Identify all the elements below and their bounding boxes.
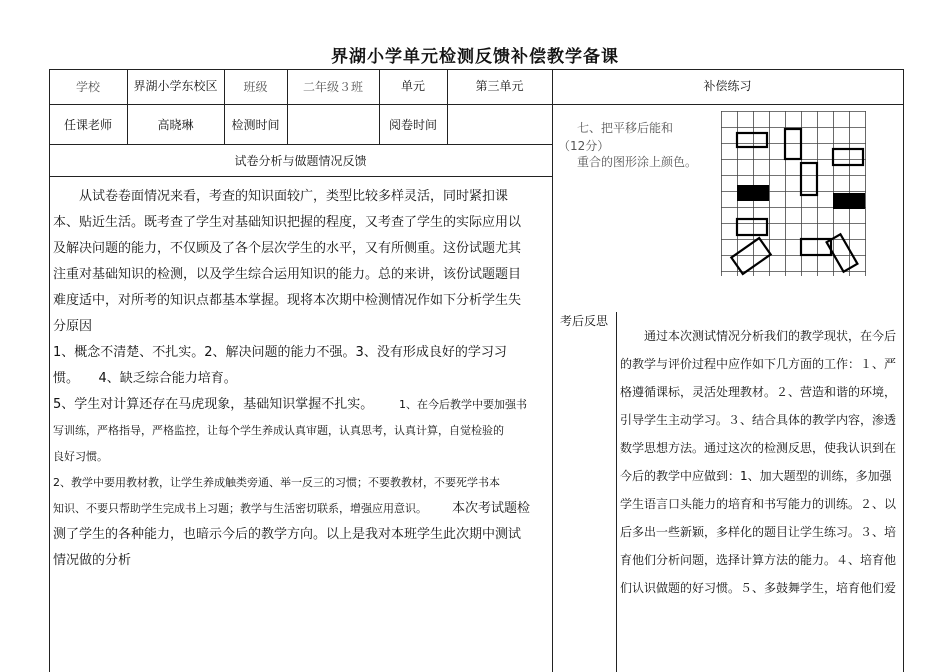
- teacher-value: 高晓琳: [157, 117, 194, 132]
- analysis-line: 惯。 4、缺乏综合能力培育。: [53, 371, 237, 386]
- analysis-line: 5、学生对计算还存在马虎现象，基础知识掌握不扎实。: [53, 397, 374, 412]
- reflection-line: 育他们分析问题，选择计算方法的能力。４、培育他: [620, 553, 897, 567]
- analysis-line: 本、贴近生活。既考查了学生对基础知识把握的程度，又考查了学生的实际应用以: [53, 215, 522, 230]
- reflection-line: 的教学与评价过程中应作如下几方面的工作：１、严: [620, 357, 897, 371]
- analysis-line: 难度适中，对所考的知识点都基本掌握。现将本次期中检测情况作如下分析学生失: [53, 293, 522, 308]
- unit-value: 第三单元: [475, 79, 524, 93]
- analysis-line: 及解决问题的能力，不仅顾及了各个层次学生的水平，又有所侧重。这份试题尤其: [53, 241, 522, 256]
- class-value: 二年级３班: [302, 80, 363, 94]
- reflection-line: 通过本次测试情况分析我们的教学现状，在今后: [620, 329, 897, 343]
- analysis-line: 分原因: [53, 319, 93, 334]
- analysis-line-tail: 本次考试题检: [452, 501, 531, 516]
- lesson-plan-table: [49, 69, 903, 672]
- analysis-small-line: 写训练，严格指导，严格监控，让每个学生养成认真审题，认真思考，认真计算，自觉检验的: [53, 424, 504, 437]
- analysis-line: 1、概念不清楚、不扎实。2、解决问题的能力不强。3、没有形成良好的学习习: [53, 345, 507, 360]
- reflection-label: 考后反思: [559, 314, 608, 328]
- exercise-line-1: 七、把平移后能和: [577, 121, 674, 135]
- reflection-line: 今后的教学中应做到：1、加大题型的训练，多加强: [620, 469, 892, 483]
- analysis-line: 注重对基础知识的检测，以及学生综合运用知识的能力。总的来讲，该份试题题目: [53, 267, 522, 282]
- analysis-line: 从试卷卷面情况来看，考查的知识面较广，类型比较多样灵活，同时紧扣课: [53, 189, 509, 204]
- reflection-line: 学生语言口头能力的培育和书写能力的训练。２、以: [620, 497, 897, 511]
- page-title: 界湖小学单元检测反馈补偿教学备课: [331, 47, 619, 67]
- translation-grid-figure: [721, 111, 868, 281]
- grading-time-label: 阅卷时间: [388, 117, 437, 132]
- analysis-small-line: 知识、不要只帮助学生完成书上习题；教学与生活密切联系，增强应用意识。: [53, 502, 427, 515]
- school-label: 学校: [75, 80, 100, 94]
- class-label: 班级: [243, 80, 268, 94]
- exercise-line-2: （12分）: [558, 139, 610, 153]
- test-time-label: 检测时间: [231, 117, 280, 132]
- analysis-header: 试卷分析与做题情况反馈: [234, 153, 367, 168]
- reflection-line: 们认识做题的好习惯。５、多鼓舞学生，培育他们爱: [620, 581, 897, 595]
- practice-label: 补偿练习: [703, 79, 752, 93]
- analysis-small-line: 良好习惯。: [53, 450, 108, 463]
- exercise-line-3: 重合的图形涂上颜色。: [577, 155, 698, 169]
- analysis-small-line: 2、教学中要用教材教，让学生养成触类旁通、举一反三的习惯；不要教教材，不要死学书本: [53, 476, 500, 489]
- reflection-line: 后多出一些新颖，多样化的题目让学生练习。３、培: [620, 525, 897, 539]
- reflection-line: 引导学生主动学习。３、结合具体的教学内容，渗透: [620, 413, 897, 427]
- teacher-label: 任课老师: [63, 117, 112, 132]
- reflection-line: 格遵循课标，灵活处理教材。２、营造和谐的环境，: [620, 385, 897, 399]
- analysis-line-tail: 1、在今后教学中要加强书: [399, 398, 527, 411]
- unit-label: 单元: [400, 79, 425, 93]
- school-value: 界湖小学东校区: [133, 79, 218, 93]
- reflection-line: 数学思想方法。通过这次的检测反思，使我认识到在: [620, 441, 897, 455]
- analysis-line: 测了学生的各种能力，也暗示今后的教学方向。以上是我对本班学生此次期中测试: [53, 527, 522, 542]
- analysis-line: 情况做的分析: [53, 553, 132, 568]
